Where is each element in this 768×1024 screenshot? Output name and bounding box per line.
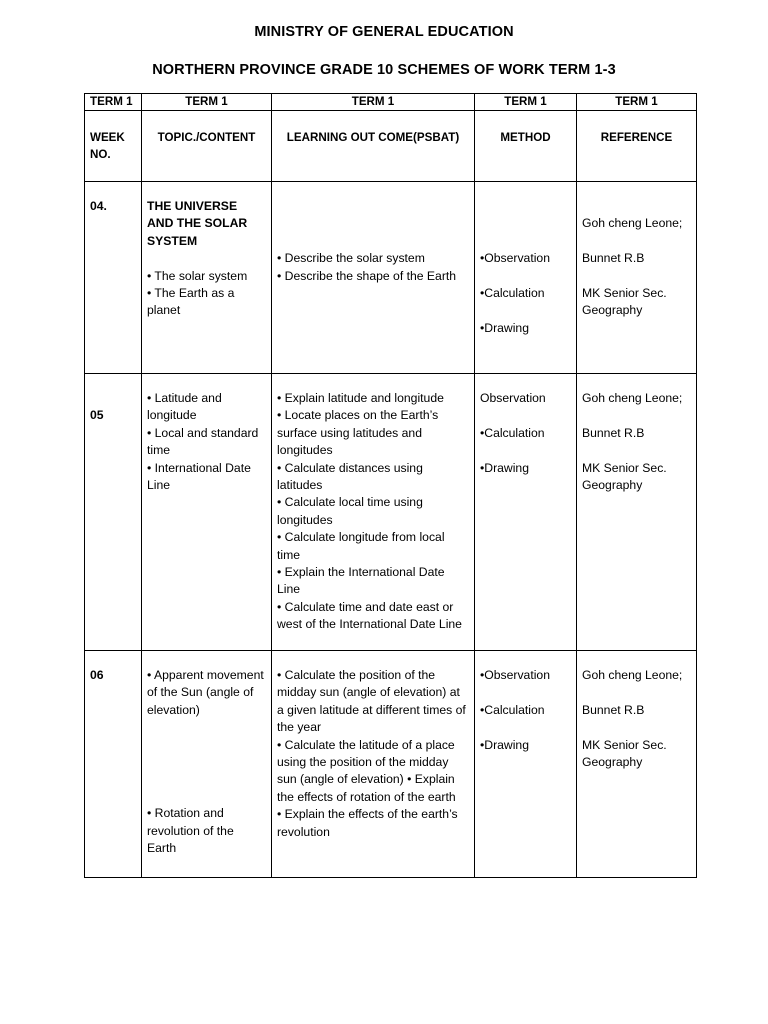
term-cell: TERM 1 xyxy=(85,94,142,111)
document-title: MINISTRY OF GENERAL EDUCATION xyxy=(254,24,514,40)
term-cell: TERM 1 xyxy=(272,94,475,111)
term-row xyxy=(85,94,697,111)
method-item: •Calculation xyxy=(480,285,545,300)
reference-item: MK Senior Sec. Geography xyxy=(582,737,667,769)
method-item: •Observation xyxy=(480,668,550,682)
method-item: Observation xyxy=(480,391,546,405)
scheme-of-work-table xyxy=(84,93,697,878)
reference-item: Goh cheng Leone; xyxy=(582,216,683,231)
outcome-item: • Calculate distances using latitudes xyxy=(277,460,423,493)
outcome-item: • Explain the effects of the earth’s revolution xyxy=(277,807,458,839)
method-cell xyxy=(475,374,577,651)
method-item: •Drawing xyxy=(480,460,529,475)
table-row xyxy=(85,182,697,374)
outcome-item: • Calculate longitude from local time xyxy=(277,530,445,562)
term-cell: TERM 1 xyxy=(142,94,272,111)
week-cell: 04. xyxy=(85,182,142,374)
outcome-item: • Describe the shape of the Earth xyxy=(277,268,457,283)
table-row xyxy=(85,651,697,878)
reference-cell xyxy=(577,182,697,374)
method-cell xyxy=(475,182,577,374)
topic-cell xyxy=(142,374,272,651)
outcome-cell xyxy=(272,651,475,878)
method-item: •Calculation xyxy=(480,425,545,440)
outcome-item: • Calculate the position of the midday sun (angle of elevation) at a given latitude at different times of the year xyxy=(277,668,466,735)
outcome-item: • Calculate the latitude of a place using the position of the midday sun (angle of elevation) • Explain the effects of rotation of the earth xyxy=(277,737,456,804)
header-topic: TOPIC./CONTENT xyxy=(142,111,272,182)
method-cell xyxy=(475,651,577,878)
reference-item: Goh cheng Leone; xyxy=(582,391,683,405)
reference-item: MK Senior Sec. Geography xyxy=(582,285,667,318)
outcome-cell xyxy=(272,374,475,651)
outcome-item: • Locate places on the Earth’s surface using latitudes and longitudes xyxy=(277,408,439,458)
table-row xyxy=(85,374,697,651)
topic-item: • The Earth as a planet xyxy=(147,286,235,318)
term-cell: TERM 1 xyxy=(577,94,697,111)
outcome-item: • Explain latitude and longitude xyxy=(277,391,444,405)
topic-item: • Latitude and longitude xyxy=(147,391,222,423)
topic-heading: THE UNIVERSE AND THE SOLAR SYSTEM xyxy=(147,199,248,248)
method-item: •Drawing xyxy=(480,737,529,752)
topic-cell xyxy=(142,651,272,878)
reference-cell xyxy=(577,651,697,878)
topic-item: • International Date Line xyxy=(147,460,251,493)
outcome-item: • Describe the solar system xyxy=(277,251,425,266)
reference-item: Bunnet R.B xyxy=(582,251,645,266)
week-cell: 06 xyxy=(85,651,142,878)
topic-item: • Local and standard time xyxy=(147,425,259,458)
method-item: •Observation xyxy=(480,251,550,266)
outcome-item: • Calculate time and date east or west of the International Date Line xyxy=(277,599,462,632)
topic-item: • Rotation and revolution of the Earth xyxy=(147,806,234,856)
outcome-item: • Calculate local time using longitudes xyxy=(277,495,423,527)
outcome-cell xyxy=(272,182,475,374)
reference-item: Goh cheng Leone; xyxy=(582,668,683,682)
reference-cell xyxy=(577,374,697,651)
topic-item: • Apparent movement of the Sun (angle of elevation) xyxy=(147,668,264,717)
header-outcome: LEARNING OUT COME(PSBAT) xyxy=(272,111,475,182)
outcome-item: • Explain the International Date Line xyxy=(277,565,445,597)
header-method: METHOD xyxy=(475,111,577,182)
reference-item: Bunnet R.B xyxy=(582,702,645,717)
reference-item: Bunnet R.B xyxy=(582,425,645,440)
method-item: •Drawing xyxy=(480,320,529,335)
week-cell: 05 xyxy=(85,374,142,651)
header-reference: REFERENCE xyxy=(577,111,697,182)
document-subtitle: NORTHERN PROVINCE GRADE 10 SCHEMES OF WORK TERM 1-3 xyxy=(152,62,616,78)
method-item: •Calculation xyxy=(480,702,545,717)
term-cell: TERM 1 xyxy=(475,94,577,111)
header-week: WEEK NO. xyxy=(85,111,142,182)
reference-item: MK Senior Sec. Geography xyxy=(582,460,667,492)
header-row xyxy=(85,111,697,182)
topic-cell xyxy=(142,182,272,374)
topic-item: • The solar system xyxy=(147,268,248,283)
